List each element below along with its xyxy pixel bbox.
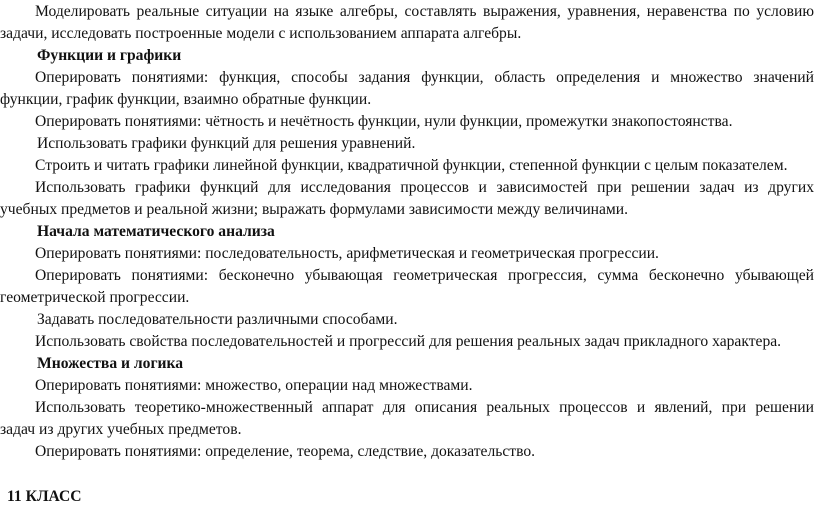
paragraph-line: задачи, исследовать построенные модели с использованием аппарата алгебры.	[0, 25, 522, 42]
paragraph-line: Оперировать понятиями: чётность и нечётность функции, нули функции, промежутки знакопостоянства.	[35, 113, 733, 130]
paragraph-line: геометрической прогрессии.	[0, 289, 190, 306]
paragraph-line: Оперировать понятиями: определение, теорема, следствие, доказательство.	[35, 443, 536, 460]
section-heading: Начала математического анализа	[37, 223, 275, 240]
paragraph-line: Оперировать понятиями: бесконечно убывающая геометрическая прогрессия, сумма бесконечно убывающей	[35, 267, 814, 284]
paragraph-line: функции, график функции, взаимно обратные функции.	[0, 91, 372, 108]
paragraph-line: Моделировать реальные ситуации на языке алгебры, составлять выражения, уравнения, неравенства по условию	[35, 3, 814, 20]
paragraph-line: Строить и читать графики линейной функции, квадратичной функции, степенной функции с целым показателем.	[35, 157, 788, 174]
grade-heading: 11 КЛАСС	[7, 488, 82, 505]
paragraph-line: Оперировать понятиями: последовательность, арифметическая и геометрическая прогрессии.	[35, 245, 659, 262]
paragraph-line: Задавать последовательности различными способами.	[37, 311, 398, 328]
section-heading: Функции и графики	[37, 47, 182, 64]
paragraph-line: учебных предметов и реальной жизни; выражать формулами зависимости между величинами.	[0, 201, 629, 218]
paragraph-line: Использовать графики функций для решения уравнений.	[37, 135, 416, 152]
paragraph-line: Оперировать понятиями: функция, способы задания функции, область определения и множество значений	[35, 69, 814, 86]
paragraph-line: Использовать графики функций для исследования процессов и зависимостей при решении задач из других	[35, 179, 814, 196]
paragraph-line: Использовать теоретико-множественный аппарат для описания реальных процессов и явлений, при решении	[35, 399, 814, 416]
paragraph-line: задач из других учебных предметов.	[0, 421, 242, 438]
paragraph-line: Использовать свойства последовательностей и прогрессий для решения реальных задач прикладного характера.	[35, 333, 782, 350]
section-heading: Множества и логика	[37, 355, 184, 372]
paragraph-line: Оперировать понятиями: множество, операции над множествами.	[35, 377, 473, 394]
